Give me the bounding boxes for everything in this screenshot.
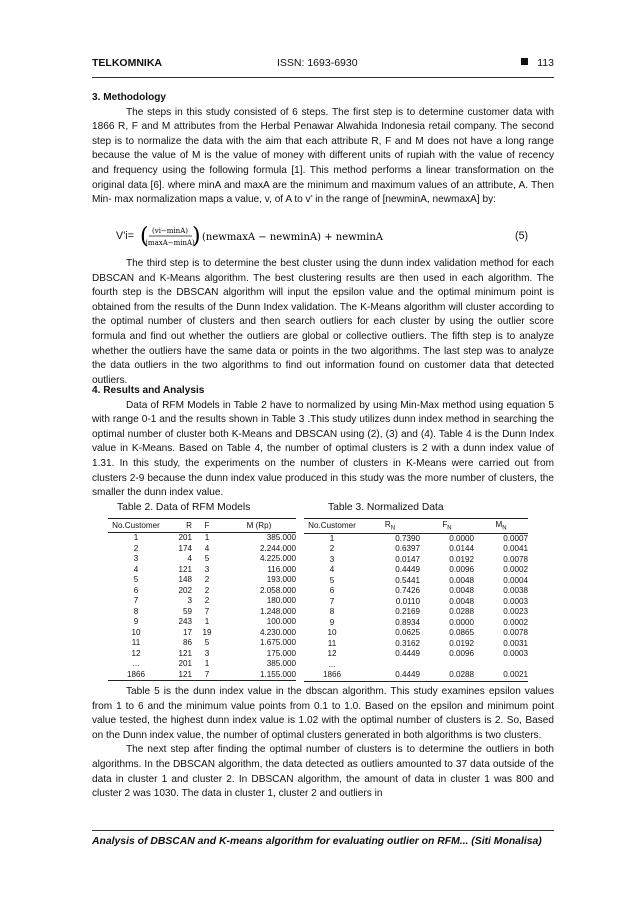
table2-cell: 7 [192,670,222,681]
table3-cell: 0.0041 [503,544,528,554]
table3-cell: 0.4449 [395,565,420,575]
equation-5 [92,224,554,250]
table2-cell: 3 [133,554,139,563]
section-methodology-continued [92,257,554,388]
table2-row [108,533,296,544]
table2-cell: 4.225.000 [259,554,296,563]
table2-cell: 17 [182,627,192,637]
table3-row [304,565,528,576]
equation-denominator: (maxA−minA) [145,239,195,247]
running-header [92,57,554,75]
equation-numerator: (vi−minA) [152,227,188,235]
table3-cell: 0.0031 [503,638,528,648]
table3-row [304,544,528,555]
table3-col-rn: $R_N$ [360,519,420,534]
table3-cell: 0.5441 [395,575,420,585]
table2-cell: 86 [182,638,192,647]
table2-cell: 2 [133,543,139,553]
table2-row [108,659,296,670]
header-rule [92,77,554,78]
table3-cell: 0.6397 [395,544,420,554]
methodology-paragraph-1: The steps in this study consisted of 6 steps. The first step is to determine customer data with 1866 R, F and M attributes from the Herbal Penawar Alwahida Indonesia retail company. The second step is to normalize the data with the aim that each attribute R, F and M does not have a long range because the value of M is the value of money with different units of rupiah with the value of recency and frequency using the following formula [1]. This method performs a linear transformation on the original data [6]. where minA and maxA are the minimum and maximum values of an attribute, A. Then Min- max normalization maps a value, v, of A to v’ in the range of [newminA, newmaxA] by: [92,106,554,206]
table3-cell: 2 [329,544,335,554]
table2-cell: 5 [204,638,210,647]
table2-cell: 8 [133,606,139,616]
table3-row [304,597,528,608]
table3-cell [420,660,474,671]
running-footer: Analysis of DBSCAN and K-means algorithm for evaluating outlier on RFM... (Siti Monalisa) [92,836,542,847]
table2-row [108,575,296,586]
table2-cell: 1.248.000 [259,606,296,616]
page-number: 113 [537,57,554,69]
section-methodology [92,91,554,208]
table2-row [108,628,296,639]
square-bullet-icon [521,58,528,65]
table3-cell: 0.0002 [503,617,528,627]
table2-cell: 2.244.000 [259,543,296,553]
table3-row [304,649,528,660]
table2-cell: ... [132,659,140,668]
table3-caption: Table 3. Normalized Data [328,502,444,513]
table3-normalized-data [304,518,528,682]
results-paragraph-1: Data of RFM Models in Table 2 have to normalized by using Min-Max method using equation 5 with range 0-1 and the results shown in Table 3 .This study utilizes dunn index method in searching the optimal number of cluster both K-Means and DBSCAN using (2), (3) and (4). Table 4 is the Dunn Index value in K-Means. Based on Table 4, the number of optimal clusters is 2 with a dunn index value of 1.31. In this study, the experiments on the number of clusters in K-Means were carried out from clusters 2-9 because the dunn index value produced in this study was the more number of clusters, the smaller the dunn index value. [92,399,554,499]
table3-cell: 0.0000 [449,533,474,543]
table3-row [304,670,528,681]
table2-cell: 100.000 [266,617,296,626]
table2-cell: 1866 [108,670,164,681]
table3-cell: 0.0192 [449,638,474,648]
table2-cell: 201 [178,659,192,668]
table3-cell: 0.0048 [449,586,474,596]
table2-row [108,565,296,576]
section-results [92,384,554,501]
table3-cell: 8 [329,607,335,617]
table3-row [304,586,528,597]
table3-cell: 0.0003 [503,649,528,659]
table3-cell: 0.7390 [395,533,420,543]
table3-col-fn: $F_N$ [420,519,474,534]
table2-cell: 10 [131,627,141,637]
table3-col-no-customer: No.Customer [304,519,360,534]
table2-cell: 385.000 [266,533,296,542]
table3-cell: 1 [329,533,335,543]
table2-col-r: R [164,519,192,533]
table2-cell: 4 [187,554,192,563]
table2-cell: 5 [133,575,139,584]
issn: ISSN: 1693-6930 [277,57,358,69]
table3-row [304,660,528,671]
table2-cell: 1 [204,617,210,626]
table3-cell: 3 [329,554,335,564]
table3-cell: 0.0004 [503,575,528,585]
table2-cell: 1.675.000 [259,638,296,647]
page-number-block [521,57,554,69]
table2-row [108,607,296,618]
table2-cell: 116.000 [267,564,296,574]
table3-cell: 1866 [304,670,360,681]
table3-cell: 0.8934 [395,617,420,627]
table3-cell: 0.4449 [395,649,420,659]
table3-row [304,607,528,618]
table3-cell: 0.0865 [449,628,474,638]
table2-row [108,670,296,681]
table2-row [108,586,296,597]
table2-row [108,544,296,555]
footer-rule [92,830,554,831]
table2-rfm-models [108,518,296,681]
table2-cell: 3 [204,648,210,658]
table3-header-row [304,519,528,534]
table2-cell: 1.155.000 [222,670,296,681]
table3-cell: 12 [327,649,337,659]
table2-row [108,596,296,607]
table3-cell: ... [328,659,336,669]
table2-cell: 2 [204,596,210,605]
table2-caption: Table 2. Data of RFM Models [117,502,251,513]
table3-cell: 0.0002 [503,565,528,575]
table3-row [304,639,528,650]
table2-cell: 59 [182,606,192,616]
table2-cell: 11 [131,638,141,647]
table3-row [304,618,528,629]
equation-left-paren: ( [140,224,149,249]
table3-cell: 0.0078 [503,554,528,564]
table2-row [108,638,296,649]
table3-cell: 0.0048 [449,596,474,606]
table2-cell: 121 [178,648,192,658]
table3-cell: 0.0144 [449,544,474,554]
equation-lhs: V’i= [116,230,134,242]
table3-cell: 0.3162 [395,638,420,648]
table3-cell: 5 [329,575,335,585]
table2-row [108,649,296,660]
table3-cell: 0.2169 [395,607,420,617]
table2-col-f: F [192,519,222,533]
table3-cell: 7 [329,596,335,606]
table3-cell: 0.0021 [474,670,528,681]
table3-cell [474,660,528,671]
section-heading-results: 4. Results and Analysis [92,385,205,396]
table3-cell: 6 [329,586,335,596]
table3-cell: 0.0078 [503,628,528,638]
table3-cell: 4 [329,565,335,575]
table2-cell: 148 [178,575,192,584]
table2-cell: 2 [204,585,210,595]
table2-header-row [108,519,296,533]
table2-cell: 3 [204,564,210,574]
table2-cell: 202 [178,585,192,595]
table3-cell: 11 [327,638,337,648]
table2-cell: 121 [164,670,192,681]
table2-cell: 175.000 [266,648,296,658]
table2-cell: 201 [178,533,192,542]
equation-right-paren: ) [192,224,201,249]
table2-cell: 7 [133,596,139,605]
table2-cell: 180.000 [266,596,296,605]
equation-body [140,224,450,250]
table3-cell: 0.0038 [503,586,528,596]
table2-cell: 12 [131,648,141,658]
table2-cell: 4.230.000 [259,627,296,637]
table2-cell: 4 [133,564,139,574]
table3-cell: 0.0110 [395,596,420,606]
table2-cell: 3 [187,596,192,605]
section-results-continued [92,685,554,802]
table2-col-no-customer: No.Customer [108,519,164,533]
table2-cell: 1 [204,659,210,668]
table3-cell: 0.0625 [395,628,420,638]
table2-cell: 6 [133,585,139,595]
table3-cell: 0.0147 [395,554,420,564]
equation-rhs: (newmaxA − newminA) + newminA [202,232,384,243]
table3-cell: 10 [327,628,337,638]
table2-cell: 2 [204,575,210,584]
results-paragraph-3: The next step after finding the optimal number of clusters is to determine the outliers in both algorithms. In the DBSCAN algorithm, the data detected as outliers amounted to 37 data outside of the data in cluster 1 and cluster 2. In DBSCAN algorithm, the amount of data in cluster 1 was 800 and cluster 2 was 1030. The data in cluster 1, cluster 2 and outliers in [92,744,554,800]
table2-cell: 385.000 [266,659,296,668]
table3-cell: 9 [329,617,335,627]
table3-row [304,533,528,544]
table2-cell: 19 [202,627,212,637]
journal-name: TELKOMNIKA [92,57,162,69]
table2-cell: 121 [178,564,192,574]
table2-body [108,533,296,681]
table2-cell: 7 [204,606,210,616]
table2-cell: 174 [178,543,192,553]
table3-cell: 0.0048 [449,575,474,585]
table3-cell: 0.0096 [449,649,474,659]
table3-col-mn: $M_N$ [474,519,528,534]
table3-cell: 0.0007 [503,533,528,543]
table2-col-m: M (Rp) [222,519,296,533]
methodology-paragraph-2: The third step is to determine the best cluster using the dunn index validation method for each DBSCAN and K-Means algorithm. The best clustering results are then used in each algorithm. The fourth step is the DBSCAN algorithm will input the epsilon value and the optimal minimum point is obtained from the results of the Dunn Index validation. The K-Means algorithm will cluster according to the optimal number of clusters and then search outliers for each cluster by using the outlier score formula and find out whether the outliers are global or collective outliers. The fifth step is to analyze whether the outliers have the same data or points in the two algorithms. The last step was to analyze the data outliers in the two algorithms to find out information found on customer data that detected outliers. [92,258,554,386]
table2-cell: 243 [178,617,192,626]
table3-cell [360,660,420,671]
table2-cell: 193.000 [266,575,296,584]
table2-cell: 1 [133,533,139,542]
table2-row [108,617,296,628]
equation-number: (5) [515,230,528,242]
results-paragraph-2: Table 5 is the dunn index value in the dbscan algorithm. This study examines epsilon values from 1 to 6 and the minimum value points from 0.1 to 1.0. Based on the epsilon and minimum point value tested, the highest dunn index value is 1.02 with the optimal number of clusters is 2. So, Based on the Dunn index value, the number of optimal clusters generated in both algorithms is two clusters. [92,686,554,741]
table3-cell: 0.7426 [395,586,420,596]
table3-cell: 0.0000 [449,617,474,627]
section-heading-methodology: 3. Methodology [92,92,167,103]
table2-cell: 4 [204,543,210,553]
table3-body [304,533,528,681]
table3-row [304,555,528,566]
table3-cell: 0.0023 [503,607,528,617]
table2-cell: 5 [204,554,210,563]
table3-cell: 0.0192 [449,554,474,564]
table3-cell: 0.0288 [449,607,474,617]
table3-cell: 0.0003 [503,596,528,606]
table2-row [108,554,296,565]
table3-row [304,628,528,639]
table3-cell: 0.0288 [420,670,474,681]
table3-cell: 0.0096 [449,565,474,575]
table3-row [304,576,528,587]
table2-cell: 9 [133,617,139,626]
table2-cell: 1 [204,533,210,542]
table3-cell: 0.4449 [360,670,420,681]
table2-cell: 2.058.000 [259,585,296,595]
